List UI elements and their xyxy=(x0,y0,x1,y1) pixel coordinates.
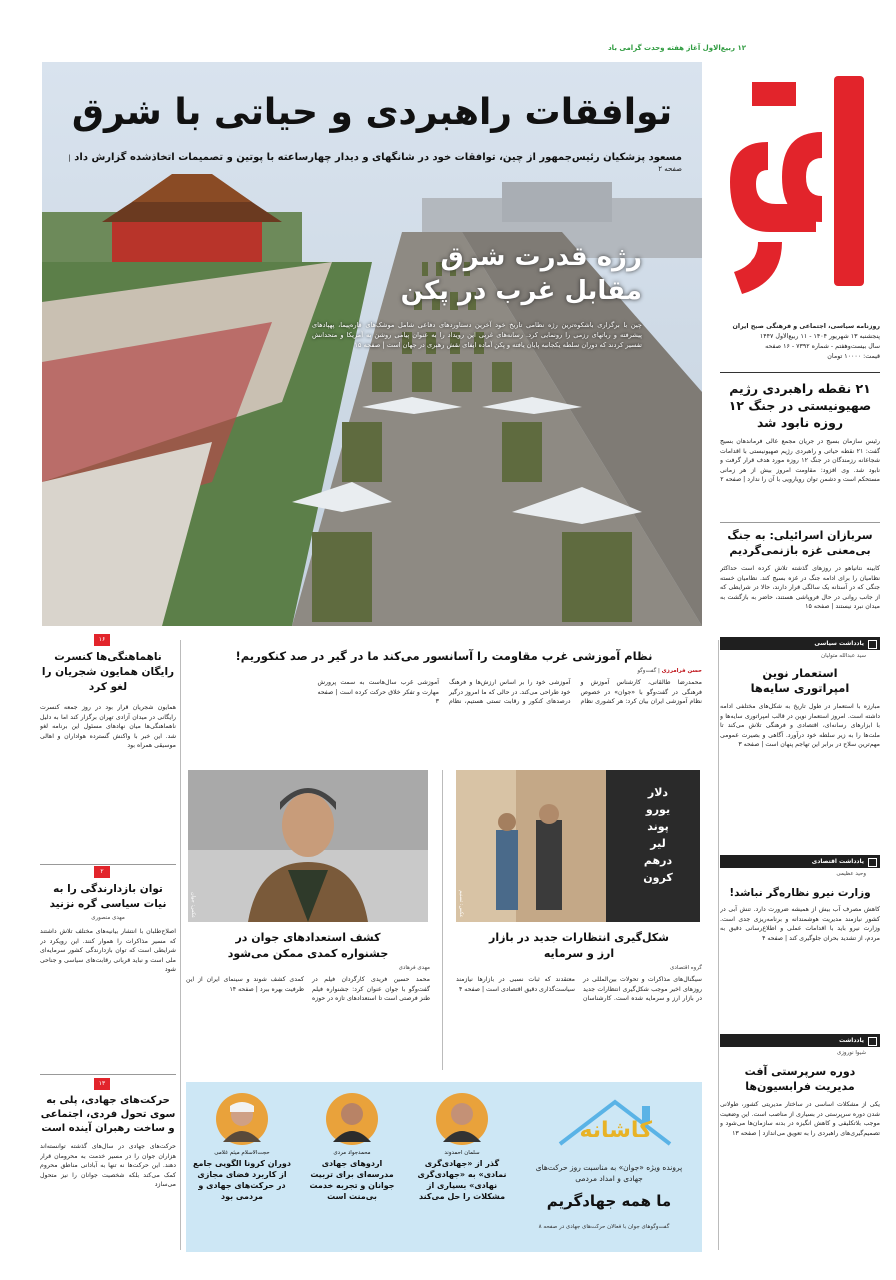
right-story-5-ref: صفحه ۱۳ xyxy=(732,1129,757,1137)
left-story-3-title: حرکت‌های جهادی، پلی به سوی تحول فردی، اجتماعی و ساخت رهبران آینده است xyxy=(40,1095,176,1134)
masthead-date: پنجشنبه ۱۳ شهریور ۱۴۰۴ - ۱۱ ربیع‌الاول ۱۴۴۷ xyxy=(759,333,880,340)
actor-photo-art xyxy=(188,770,428,922)
left-story-2-author: مهدی منصوری xyxy=(91,915,125,921)
right-story-2-body: کابینه نتانیاهو در روزهای گذشته تلاش کرده است حداکثر نظامیان را برای ادامه جنگ در غزه بسیج کند. نظامیان خسته جنگی که در آستانه یک سالگی قرار دارند، حالا در شرایطی که از جانب روانی در حال فروپاشی هستند، حاضر به بازگشت به میدان نبرد نیستند | صفحه ۱۵ xyxy=(720,565,880,610)
currency-story[interactable] xyxy=(456,930,702,1070)
left-story-2-title: توان بازدارندگی را به نیات سیاسی گره نزنید xyxy=(49,883,167,910)
right-story-5-title: دوره سرپرستی آفت مدیریت فرابسیون‌ها xyxy=(744,1065,856,1093)
left-story-3-body: حرکت‌های جهادی در سال‌های گذشته توانسته‌اند هزاران جوان را در مسیر خدمت به محرومان قرار دهند. این حرکت‌ها نه تنها به آبادانی مناطق محروم کمک می‌کند بلکه شخصیت جوانان را نیز متحول می‌سازد xyxy=(40,1143,176,1188)
kashaneh-title: ما همه جهادگریم xyxy=(546,1192,672,1210)
kashaneh-person-2 xyxy=(302,1092,402,1202)
sign-word-5: کرون xyxy=(643,871,673,884)
right-story-5-tag xyxy=(720,1034,880,1047)
actor-story-byline: مهدی فرهادی xyxy=(398,965,430,971)
right-story-3[interactable] xyxy=(720,666,880,854)
actor-story-ref: صفحه ۱۴ xyxy=(229,985,254,993)
right-story-1-body: رئیس سازمان بسیج در جریان مجمع عالی فرماندهان بسیج گفت: ۲۱ نقطه حیاتی و راهبردی رژیم صهیونیستی با اقدامات شجاعانه رزمندگان در جنگ ۱۲ روزه مورد هدف قرار گرفت و نابود شد. وی افزود: مقاومت امروز بیش از هر زمانی مستحکم است و دشمن توان رویارویی با آن را ندارد | صفحه ۲ xyxy=(720,438,880,483)
right-story-1-title: ۲۱ نقطه راهبردی رژیم صهیونیستی در جنگ ۱۲ روزه نابود شد xyxy=(728,381,872,430)
kashaneh-logo: کاشانه xyxy=(579,1118,652,1143)
right-story-3-tag-text: یادداشت سیاسی xyxy=(814,640,864,647)
person-3-quote: دوران کرونا الگویی جامع از کاربرد فضای مجازی در حرکت‌های جهادی و مردمی بود xyxy=(193,1159,291,1201)
person-2-name: محمدجواد مردی xyxy=(333,1150,371,1156)
top-date-strip: ۱۲ ربیع‌الاول آغاز هفته وحدت گرامی باد xyxy=(608,44,746,52)
mid-story-byline-role: گفت‌وگو xyxy=(637,668,657,674)
right-story-4-body: کاهش مصرف آب بیش از همیشه ضرورت دارد. تنش آبی در کشور نیازمند مدیریت هوشمندانه و برنامه‌ریزی جدی است. وزارت نیرو باید با اقدامات عملی و اطلاع‌رسانی دقیق به مردم، از تشدید بحران جلوگیری کند | صفحه ۴ xyxy=(720,906,880,942)
right-story-5-body: یکی از مشکلات اساسی در ساختار مدیریتی کشور، طولانی شدن دوره سرپرستی در بسیاری از مناصب است. این وضعیت موجب بلاتکلیفی و کاهش انگیزه در بدنه سازمان‌ها می‌شود و تصمیم‌گیری‌های راهبردی را به تعویق می‌اندازد | صفحه ۱۳ xyxy=(720,1101,880,1137)
mid-story-ref: صفحه ۳ xyxy=(317,688,439,705)
sign-word-1: یورو xyxy=(645,803,671,816)
currency-story-ref: صفحه ۴ xyxy=(459,985,480,993)
right-story-3-body: مبارزه با استعمار در طول تاریخ به شکل‌های مختلفی ادامه داشته است. امروز استعمار نوین در قالب امپراتوری سایه‌ها و با ابزارهای رسانه‌ای، اقتصادی و فرهنگی تلاش می‌کند تا ملت‌ها را به زیر سلطه خود درآورد. آگاهی و بصیرت عمومی مهم‌ترین سلاح در برابر این تهاجم پنهان است | صفحه ۳ xyxy=(720,703,880,748)
person-1-quote: گذر از «جهادی‌گری نمادی» به «جهادی‌گری نهادی» بسیاری از مشکلات را حل می‌کند xyxy=(417,1159,507,1201)
actor-story-title: کشف استعدادهای جوان در جشنواره کمدی ممکن می‌شود xyxy=(227,931,389,960)
right-story-1[interactable] xyxy=(720,380,880,520)
left-story-3-badge: ۱۳ xyxy=(94,1078,110,1090)
person-2-portrait xyxy=(325,1092,379,1146)
left-story-1-title: ناهماهنگی‌ها کنسرت رایگان همایون شجریان را لغو کرد xyxy=(41,651,175,693)
right-story-3-title: استعمار نوین امپراتوری سایه‌ها xyxy=(750,666,850,695)
masthead-info xyxy=(720,322,880,362)
person-3-name: حجت‌الاسلام میثم غلامی xyxy=(214,1150,270,1156)
left-story-2[interactable] xyxy=(40,882,176,1072)
right-story-4-body-text: کاهش مصرف آب بیش از همیشه ضرورت دارد. تنش آبی در کشور نیازمند مدیریت هوشمندانه و برنامه‌ریزی جدی است. وزارت نیرو باید با اقدامات عملی و اطلاع‌رسانی دقیق به مردم، از تشدید بحران جلوگیری کند xyxy=(720,906,880,942)
mid-story-headline: نظام آموزشی غرب مقاومت را آسانسور می‌کند ما در گیر در صد کنکوریم! xyxy=(235,649,653,663)
person-3-portrait xyxy=(215,1092,269,1146)
left-story-1-body: همایون شجریان قرار بود در روز جمعه کنسرت رایگانی در میدان آزادی تهران برگزار کند اما به دلیل ناهماهنگی‌ها میان نهادهای مسئول این برنامه لغو شد. این خبر با واکنش گسترده هواداران و اهالی موسیقی همراه بود xyxy=(40,704,176,749)
right-story-5-author: شیوا نوروزی xyxy=(836,1050,866,1056)
left-story-1[interactable] xyxy=(40,650,176,860)
photo-caption-ref: صفحه ۱۵ xyxy=(354,341,381,349)
actor-photo-credit: عکس: جوان xyxy=(190,891,196,918)
right-story-3-tag xyxy=(720,637,880,650)
right-story-4-title: وزارت نیرو نظاره‌گر نباشد! xyxy=(729,887,871,899)
mid-story-byline: حسن فرامرزی | گفت‌وگو xyxy=(637,668,702,674)
photo-title-1: رژه قدرت شرق xyxy=(440,242,642,272)
left-story-2-body: اصلاح‌طلبان با انتشار بیانیه‌های مختلف تلاش داشتند که مسیر مذاکرات را هموار کنند. این رویکرد در شرایطی است که توان بازدارندگی کشور سرمایه‌ای ملی است و نباید قربانی رقابت‌های سیاسی و جناحی شود xyxy=(40,928,176,973)
actor-story[interactable] xyxy=(186,930,430,1070)
right-story-2-title: سربازان اسرائیلی: به جنگ بی‌معنی غزه بازنمی‌گردیم xyxy=(727,529,873,557)
lead-subheadline: مسعود پزشکیان رئیس‌جمهور از چین، توافقات خود در شانگهای و دیدار چهارساعته با پوتین و تصمیمات اتخاذشده گزارش داد | صفحه ۲ xyxy=(68,152,682,173)
photo-caption: چین با برگزاری باشکوه‌ترین رژه نظامی تاریخ خود آخرین دستاوردهای دفاعی شامل موشک‌های قاره‌پیما، پهپادهای پیشرفته و رباتهای رزمی را رونمایی کرد. رسانه‌های غربی این رویداد را به عنوان پیامی روشن به آمریکا و متحدانش تفسیر کردند که دوران سلطه یکجانبه پایان یافته و پکن آماده ایفای نقش رهبری در جهان است | صفحه ۱۵ xyxy=(312,321,642,349)
right-story-2-body-text: کابینه نتانیاهو در روزهای گذشته تلاش کرده است حداکثر نظامیان را برای ادامه جنگ در غزه بسیج کند. نظامیان خسته جنگی که در آستانه یک سالگی قرار دارند، حالا در شرایطی که از جانب روانی در حال فروپاشی هستند، حاضر به بازگشت به میدان نبرد نیستند xyxy=(720,565,880,610)
sign-word-2: پوند xyxy=(647,820,669,833)
currency-story-body-text: سیگنال‌های مذاکرات و تحولات بین‌المللی در روزهای اخیر موجب شکل‌گیری انتظارات جدید در بازار ارز و سرمایه شده است. کارشناسان معتقدند که ثبات نسبی در بازارها نیازمند سیاست‌گذاری دقیق اقتصادی است xyxy=(456,976,702,1002)
masthead-subtitle: روزنامه سیاسی، اجتماعی و فرهنگی صبح ایران xyxy=(732,323,880,330)
right-story-3-author: سید عبدالله متولیان xyxy=(821,653,866,659)
mid-story-body: محمدرضا طالقانی، کارشناس آموزش و فرهنگی در گفت‌وگو با «جوان» در خصوص نظام آموزشی ایران بیان کرد: هر کشوری نظام آموزشی خود را بر اساس ارزش‌ها و فرهنگ خود طراحی می‌کند. در حالی که ما امروز درگیر درصدهای کنکور و رقابت تستی هستیم، نظام آموزشی غرب سال‌هاست به سمت پرورش مهارت و تفکر خلاق حرکت کرده است | صفحه ۳ xyxy=(317,679,702,705)
masthead-issue: سال بیست‌وهفتم - شماره ۷۳۹۲ - ۱۶ صفحه xyxy=(765,343,880,350)
sign-word-0: دلار xyxy=(647,786,669,799)
photo-caption-text: چین با برگزاری باشکوه‌ترین رژه نظامی تاریخ خود آخرین دستاوردهای دفاعی شامل موشک‌های قاره‌پیما، پهپادهای پیشرفته و رباتهای رزمی را رونمایی کرد. رسانه‌های غربی این رویداد را به عنوان پیامی روشن به آمریکا و متحدانش تفسیر کردند که دوران سلطه یکجانبه پایان یافته و پکن آماده ایفای نقش رهبری در جهان است xyxy=(312,321,642,349)
kashaneh-desc: پرونده ویژه «جوان» به مناسبت روز حرکت‌های جهادی و امداد مردمی xyxy=(535,1163,683,1183)
masthead xyxy=(722,62,880,318)
mid-story-byline-name: حسن فرامرزی xyxy=(661,668,702,674)
right-story-4[interactable] xyxy=(720,886,880,1026)
kashaneh-box[interactable] xyxy=(186,1082,702,1252)
left-story-2-badge: ۲ xyxy=(94,866,110,878)
right-story-5-tag-text: یادداشت xyxy=(839,1037,864,1044)
right-story-2-ref: صفحه ۱۵ xyxy=(805,603,830,610)
kashaneh-ref: گفت‌وگوهای جوان با فعالان حرکت‌های جهادی در صفحه ۸ xyxy=(538,1224,670,1230)
person-1-portrait xyxy=(435,1092,489,1146)
sign-word-4: درهم xyxy=(643,854,673,867)
lead-headline: توافقات راهبردی و حیاتی با شرق xyxy=(71,92,673,133)
left-story-1-badge: ۱۶ xyxy=(94,634,110,646)
right-story-5-body-text: یکی از مشکلات اساسی در ساختار مدیریتی کشور، طولانی شدن دوره سرپرستی در بسیاری از مناصب است. این وضعیت موجب بلاتکلیفی و کاهش انگیزه در بدنه سازمان‌ها می‌شود و تصمیم‌گیری‌های راهبردی را به تعویق می‌اندازد xyxy=(720,1101,880,1137)
currency-photo xyxy=(456,770,700,922)
right-story-3-body-text: مبارزه با استعمار در طول تاریخ به شکل‌های مختلفی ادامه داشته است. امروز استعمار نوین در قالب امپراتوری سایه‌ها و با ابزارهای رسانه‌ای، اقتصادی و فرهنگی تلاش می‌کند تا ملت‌ها را به زیر سلطه خود درآورد. آگاهی و بصیرت عمومی مهم‌ترین سلاح در برابر این تهاجم پنهان است xyxy=(720,703,880,748)
lead-block xyxy=(42,62,702,626)
actor-story-body: محمد حسین فریدی کارگردان فیلم در گفت‌وگو با جوان عنوان کرد: جشنواره فیلم طنز فرصتی است تا استعدادهای تازه در حوزه کمدی کشف شوند و سینمای ایران از این ظرفیت بهره ببرد | صفحه ۱۴ xyxy=(186,976,430,1002)
currency-sign xyxy=(628,784,688,886)
currency-photo-credit: عکس: تسنیم xyxy=(458,890,464,918)
lead-page-ref: صفحه ۲ xyxy=(658,165,682,173)
currency-story-byline: گروه اقتصادی xyxy=(670,965,702,971)
actor-story-body-text: محمد حسین فریدی کارگردان فیلم در گفت‌وگو با جوان عنوان کرد: جشنواره فیلم طنز فرصتی است تا استعدادهای تازه در حوزه کمدی کشف شوند و سینمای ایران از این ظرفیت بهره ببرد xyxy=(186,976,430,1002)
actor-photo xyxy=(188,770,428,922)
mid-story[interactable] xyxy=(186,648,702,752)
person-2-quote: اردوهای جهادی مدرسه‌ای برای تربیت جوانان و تجربه خدمت بی‌منت است xyxy=(309,1159,395,1201)
left-story-3[interactable] xyxy=(40,1094,176,1254)
masthead-logo xyxy=(722,62,880,318)
currency-story-title: شکل‌گیری انتظارات جدید در بازار ارز و سرمایه xyxy=(489,931,669,960)
right-story-4-tag xyxy=(720,855,880,868)
right-story-2[interactable] xyxy=(720,528,880,634)
sign-word-3: لیر xyxy=(650,837,666,850)
masthead-price: قیمت: ۱۰۰۰۰ تومان xyxy=(827,353,880,360)
right-story-1-ref: صفحه ۲ xyxy=(720,476,742,483)
lead-subheadline-text: مسعود پزشکیان رئیس‌جمهور از چین، توافقات خود در شانگهای و دیدار چهارساعته با پوتین و تصمیمات اتخاذشده گزارش داد xyxy=(74,152,682,163)
right-story-1-body-text: رئیس سازمان بسیج در جریان مجمع عالی فرماندهان بسیج گفت: ۲۱ نقطه حیاتی و راهبردی رژیم صهیونیستی با اقدامات شجاعانه رزمندگان در جنگ ۱۲ روزه مورد هدف قرار گرفت و نابود شد. وی افزود: مقاومت امروز بیش از هر زمانی مستحکم است و دشمن توان رویارویی با آن را ندارد xyxy=(720,438,880,483)
right-story-3-ref: صفحه ۳ xyxy=(738,741,760,748)
right-story-4-author: وحید عظیمی xyxy=(836,871,866,877)
mid-story-body-text: محمدرضا طالقانی، کارشناس آموزش و فرهنگی در گفت‌وگو با «جوان» در خصوص نظام آموزشی ایران بیان کرد: هر کشوری نظام آموزشی خود را بر اساس ارزش‌ها و فرهنگ خود طراحی می‌کند. در حالی که ما امروز درگیر درصدهای کنکور و رقابت تستی هستیم، نظام آموزشی غرب سال‌هاست به سمت پرورش مهارت و تفکر خلاق حرکت کرده است xyxy=(317,679,702,705)
right-story-4-tag-text: یادداشت اقتصادی xyxy=(811,858,864,865)
logo-mark xyxy=(722,62,880,318)
person-1-name: سلمان احمدوند xyxy=(444,1150,480,1156)
kashaneh-person-3 xyxy=(192,1092,292,1202)
currency-story-body: سیگنال‌های مذاکرات و تحولات بین‌المللی در روزهای اخیر موجب شکل‌گیری انتظارات جدید در بازار ارز و سرمایه شده است. کارشناسان معتقدند که ثبات نسبی در بازارها نیازمند سیاست‌گذاری دقیق اقتصادی است | صفحه ۴ xyxy=(456,976,702,1002)
right-story-4-ref: صفحه ۴ xyxy=(762,934,784,942)
kashaneh-person-1 xyxy=(412,1092,512,1202)
photo-title-2: مقابل غرب در پکن xyxy=(400,276,642,306)
right-story-5[interactable] xyxy=(720,1064,880,1244)
